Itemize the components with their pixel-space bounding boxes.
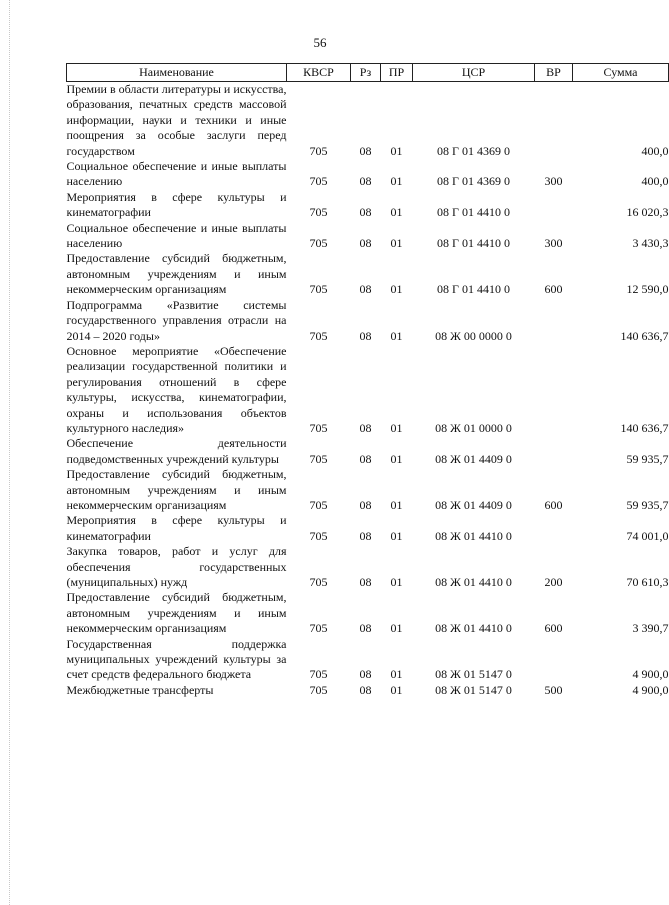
row-vr: 200 [544,575,563,589]
row-sum: 4 900,0 [632,682,669,697]
header-pr: ПР [381,64,413,82]
row-csr: 08 Ж 01 4410 0 [435,528,512,543]
table-row [67,190,669,221]
row-pr: 01 [390,328,403,343]
row-name: Подпрограмма «Развитие системы государственного управления отрасли на 2014 – 2020 годы» [66,297,287,343]
row-rz: 08 [359,143,372,158]
table-row [67,251,669,297]
row-csr: 08 Г 01 4410 0 [437,236,510,251]
row-rz: 08 [359,420,372,435]
row-vr [535,82,573,160]
page-edge-line [9,0,10,905]
row-rz: 08 [359,497,372,512]
row-name: Социальное обеспечение и иные выплаты населению [66,159,287,189]
header-rz: Рз [351,64,381,82]
row-csr: 08 Ж 01 5147 0 [435,667,512,682]
row-sum: 3 390,7 [632,621,669,636]
row-pr: 01 [390,143,403,158]
row-kvsr: 705 [309,575,328,589]
row-pr: 01 [390,667,403,682]
row-csr: 08 Г 01 4410 0 [437,205,510,220]
row-name: Основное мероприятие «Обеспечение реализации государственной политики и регулирования отношений в сфере культуры, искусства, кинематографии, охраны и использования объектов культурного наследия» [66,343,287,435]
row-vr [535,298,573,344]
table-row [67,683,669,698]
row-csr: 08 Ж 00 0000 0 [435,328,512,343]
header-name: Наименование [67,64,287,82]
row-kvsr: 705 [309,667,328,682]
row-rz: 08 [359,575,372,589]
row-rz: 08 [359,528,372,543]
header-kvsr: КВСР [287,64,351,82]
row-csr: 08 Ж 01 5147 0 [435,682,512,697]
row-kvsr: 705 [309,174,328,189]
row-name: Мероприятия в сфере культуры и кинематографии [66,513,287,543]
row-name: Предоставление субсидий бюджетным, автономным учреждениям и иным некоммерческим организациям [66,251,287,297]
row-kvsr: 705 [309,682,328,697]
row-kvsr: 705 [309,451,328,466]
row-rz: 08 [359,236,372,251]
row-sum: 400,0 [641,143,669,158]
row-sum: 70 610,3 [626,575,669,589]
row-kvsr: 705 [309,205,328,220]
row-name: Межбюджетные трансферты [66,682,214,697]
row-kvsr: 705 [309,282,328,297]
row-kvsr: 705 [309,328,328,343]
row-vr [535,637,573,683]
row-pr: 01 [390,174,403,189]
header-csr: ЦСР [413,64,535,82]
row-pr: 01 [390,575,403,589]
table-row [67,298,669,344]
row-vr [535,513,573,544]
row-pr: 01 [390,497,403,512]
row-name: Предоставление субсидий бюджетным, автономным учреждениям и иным некоммерческим организациям [66,590,287,636]
row-sum: 12 590,0 [626,282,669,297]
header-vr: ВР [535,64,573,82]
row-kvsr: 705 [309,236,328,251]
row-name: Мероприятия в сфере культуры и кинематографии [66,189,287,220]
row-sum: 74 001,0 [626,528,669,543]
row-kvsr: 705 [309,621,328,636]
row-rz: 08 [359,682,372,697]
row-sum: 16 020,3 [626,205,669,220]
row-pr: 01 [390,451,403,466]
row-name: Закупка товаров, работ и услуг для обеспечения государственных (муниципальных) нужд [66,544,287,589]
row-pr: 01 [390,682,403,697]
row-rz: 08 [359,667,372,682]
table-row [67,590,669,636]
row-vr [535,190,573,221]
header-sum: Сумма [573,64,669,82]
table-body [67,82,669,699]
row-sum: 59 935,7 [626,497,669,512]
row-name: Предоставление субсидий бюджетным, автономным учреждениям и иным некоммерческим организациям [66,467,287,512]
row-name: Государственная поддержка муниципальных учреждений культуры за счет средств федерального бюджета [66,636,287,682]
row-pr: 01 [390,621,403,636]
row-vr [535,344,573,436]
row-pr: 01 [390,420,403,435]
row-vr: 500 [544,682,563,697]
table-header-row [67,64,669,82]
table-row [67,344,669,436]
row-vr: 600 [544,282,563,297]
budget-table [66,63,669,698]
row-vr: 300 [544,236,563,251]
row-sum: 400,0 [641,174,669,189]
row-vr: 300 [544,174,563,189]
row-csr: 08 Ж 01 4410 0 [435,621,512,636]
row-sum: 4 900,0 [632,667,669,682]
page-number: 56 [313,35,327,50]
row-pr: 01 [390,528,403,543]
row-pr: 01 [390,282,403,297]
table-row [67,159,669,190]
row-csr: 08 Ж 01 4410 0 [435,575,512,589]
row-vr: 600 [544,497,563,512]
row-rz: 08 [359,328,372,343]
table-row [67,513,669,544]
row-kvsr: 705 [309,528,328,543]
row-vr [535,436,573,467]
row-csr: 08 Ж 01 0000 0 [435,420,512,435]
row-csr: 08 Ж 01 4409 0 [435,451,512,466]
row-pr: 01 [390,236,403,251]
row-sum: 3 430,3 [632,236,669,251]
row-csr: 08 Г 01 4369 0 [437,174,510,189]
row-csr: 08 Ж 01 4409 0 [435,497,512,512]
row-rz: 08 [359,282,372,297]
row-sum: 140 636,7 [620,420,669,435]
row-sum: 140 636,7 [620,328,669,343]
table-row [67,637,669,683]
table-row [67,467,669,513]
table-row [67,221,669,252]
row-name: Обеспечение деятельности подведомственных учреждений культуры [66,436,287,466]
row-vr: 600 [544,621,563,636]
row-csr: 08 Г 01 4410 0 [437,282,510,297]
row-kvsr: 705 [309,497,328,512]
table-row [67,544,669,590]
row-kvsr: 705 [309,420,328,435]
row-csr: 08 Г 01 4369 0 [437,143,510,158]
row-sum: 59 935,7 [626,451,669,466]
table-row [67,82,669,160]
row-rz: 08 [359,174,372,189]
row-name: Премии в области литературы и искусства, образования, печатных средств массовой информации, науки и техники и иные поощрения за особые заслуги перед государством [66,82,287,158]
row-rz: 08 [359,205,372,220]
row-pr: 01 [390,205,403,220]
row-name: Социальное обеспечение и иные выплаты населению [66,220,287,251]
table-row [67,436,669,467]
row-kvsr: 705 [309,143,328,158]
row-rz: 08 [359,451,372,466]
row-rz: 08 [359,621,372,636]
